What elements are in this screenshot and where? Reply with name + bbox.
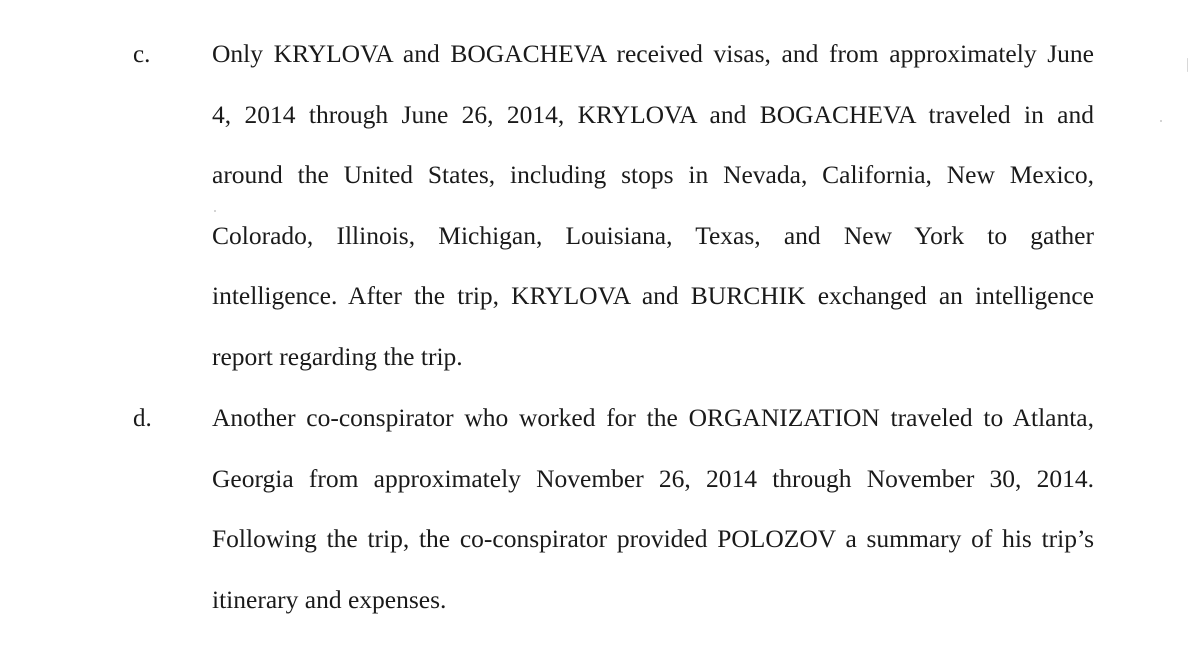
paragraph-line: report regarding the trip. xyxy=(212,341,463,371)
scan-speck xyxy=(1160,120,1162,122)
scan-speck xyxy=(1187,58,1188,72)
paragraph-line: Georgia from approximately November 26, 2014 through November 30, 2014. xyxy=(212,463,1094,493)
paragraph-line: around the United States, including stops in Nevada, California, New Mexico, xyxy=(212,160,1094,190)
paragraph-text xyxy=(212,24,1094,388)
paragraph-line: intelligence. After the trip, KRYLOVA and BURCHIK exchanged an intelligence xyxy=(212,281,1094,311)
previous-line-fragment xyxy=(212,0,420,8)
paragraph-line: Only KRYLOVA and BOGACHEVA received visas, and from approximately June xyxy=(212,39,1094,68)
paragraph-line: Another co-conspirator who worked for the ORGANIZATION traveled to Atlanta, xyxy=(212,403,1094,432)
paragraph-line: Following the trip, the co-conspirator provided POLOZOV a summary of his trip’s xyxy=(212,524,1094,554)
paragraph-line: 4, 2014 through June 26, 2014, KRYLOVA and BOGACHEVA traveled in and xyxy=(212,99,1094,129)
paragraph-line: Colorado, Illinois, Michigan, Louisiana, Texas, and New York to gather xyxy=(212,220,1094,250)
paragraph-marker: c. xyxy=(133,41,151,68)
paragraph-marker: d. xyxy=(133,405,152,432)
paragraph-text xyxy=(212,388,1094,630)
scan-speck xyxy=(214,210,216,212)
paragraph-line: itinerary and expenses. xyxy=(212,584,447,614)
